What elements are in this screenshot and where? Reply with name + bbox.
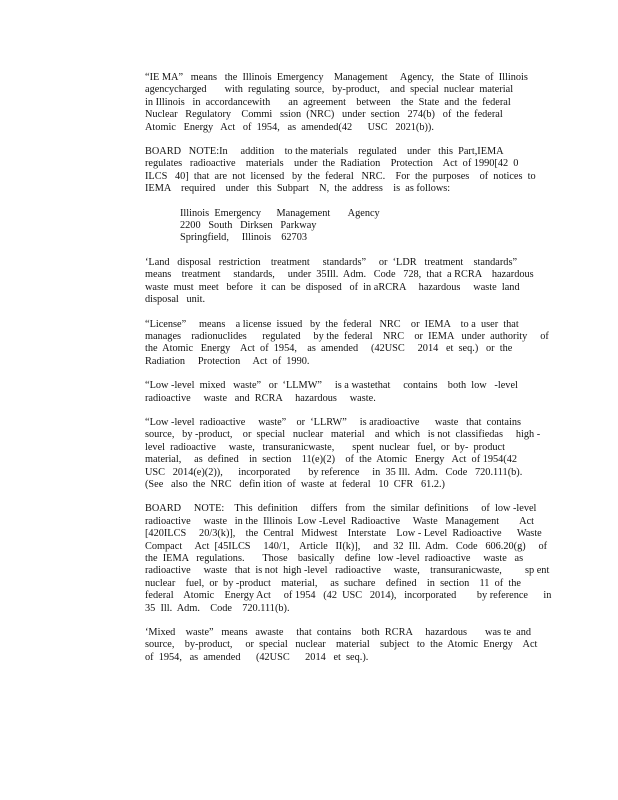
text-line: IEMA required under this Subpart N, the address is as follows:: [145, 183, 451, 195]
text-line: BOARD NOTE: This definition differs from the similar definitions of low -level: [145, 503, 537, 515]
board-note-llrw: [145, 503, 552, 615]
text-line: Compact Act [45ILCS 140/1, Article II(k)], and 32 Ill. Adm. Code 606.20(g) of: [145, 540, 548, 552]
text-line: waste must meet before it can be disposed of in aRCRA hazardous waste land: [145, 281, 520, 293]
text-line: (See also the NRC defin ition of waste at federal 10 CFR 61.2.): [145, 478, 445, 490]
address-line: Illinois Emergency Management Agency: [180, 207, 380, 219]
text-line: disposal unit.: [145, 294, 206, 306]
text-line: radioactive waste in the Illinois Low -Level Radioactive Waste Management Act: [145, 515, 535, 527]
text-line: means treatment standards, under 35Ill. Adm. Code 728, that a RCRA hazardous: [145, 269, 534, 281]
address-line: 2200 South Dirksen Parkway: [180, 220, 317, 232]
text-line: 35 Ill. Adm. Code 720.111(b).: [145, 602, 290, 614]
address-line: Springfield, Illinois 62703: [180, 232, 307, 244]
text-line: Nuclear Regulatory Commi ssion (NRC) under section 274(b) of the federal: [145, 109, 503, 121]
text-line: radioactive waste that is not high -level radioactive waste, transuranicwaste, sp ent: [145, 565, 550, 577]
text-line: BOARD NOTE:In addition to the materials regulated under this Part,IEMA: [145, 146, 504, 158]
text-line: “Low -level mixed waste” or ‘LLMW” is a wastethat contains both low -level: [145, 380, 518, 392]
llrw-definition: [145, 417, 540, 491]
text-line: regulates radioactive materials under the Radiation Protection Act of 1990[42 0: [145, 158, 519, 170]
text-line: ‘Land disposal restriction treatment standards” or ‘LDR treatment standards”: [145, 256, 518, 268]
mixed-waste-definition: [145, 627, 540, 664]
text-line: Atomic Energy Act of 1954, as amended(42 USC 2021(b)).: [145, 121, 434, 133]
text-line: “License” means a license issued by the federal NRC or IEMA to a user that: [145, 318, 519, 330]
text-line: “IE MA” means the Illinois Emergency Management Agency, the State of Illinois: [145, 72, 528, 83]
text-line: ‘Mixed waste” means awaste that contains both RCRA hazardous was te and: [145, 627, 532, 639]
document-body: [145, 72, 552, 676]
text-line: source, by -product, or special nuclear material and which is not classifiedas high -: [145, 429, 541, 441]
text-line: federal Atomic Energy Act of 1954 (42 USC 2014), incorporated by reference in: [145, 590, 552, 602]
text-line: manages radionuclides regulated by the federal NRC or IEMA under authority of: [145, 330, 549, 342]
text-line: material, as defined in section 11(e)(2) of the Atomic Energy Act of 1954(42: [145, 454, 518, 466]
text-line: nuclear fuel, or by -product material, as suchare defined in section 11 of the: [145, 577, 521, 589]
text-line: Radiation Protection Act of 1990.: [145, 355, 310, 367]
text-line: of 1954, as amended (42USC 2014 et seq.).: [145, 651, 369, 663]
text-line: the Atomic Energy Act of 1954, as amended (42USC 2014 et seq.) or the: [145, 343, 513, 355]
text-line: source, by-product, or special nuclear material subject to the Atomic Energy Act: [145, 639, 538, 651]
text-line: “Low -level radioactive waste” or ‘LLRW” is aradioactive waste that contains: [145, 416, 521, 428]
board-note-iema: [145, 146, 540, 196]
text-line: the IEMA regulations. Those basically define low -level radioactive waste as: [145, 553, 524, 564]
text-line: agencycharged with regulating source, by-product, and special nuclear material: [145, 84, 514, 96]
license-definition: [145, 318, 549, 369]
llmw-definition: [145, 380, 540, 405]
text-line: ILCS 40] that are not licensed by the federal NRC. For the purposes of notices to: [145, 170, 536, 182]
text-line: [420ILCS 20/3(k)], the Central Midwest Interstate Low - Level Radioactive Waste: [145, 528, 542, 540]
iema-definition: [145, 72, 540, 134]
text-line: level radioactive waste, transuranicwaste, spent nuclear fuel, or by- product: [145, 441, 505, 453]
text-line: radioactive waste and RCRA hazardous waste.: [145, 392, 376, 404]
text-line: USC 2014(e)(2)), incorporated by reference in 35 Ill. Adm. Code 720.111(b).: [145, 466, 523, 478]
ldr-definition: [145, 257, 540, 307]
iema-address: [180, 208, 540, 245]
text-line: in Illinois in accordancewith an agreement between the State and the federal: [145, 96, 511, 108]
